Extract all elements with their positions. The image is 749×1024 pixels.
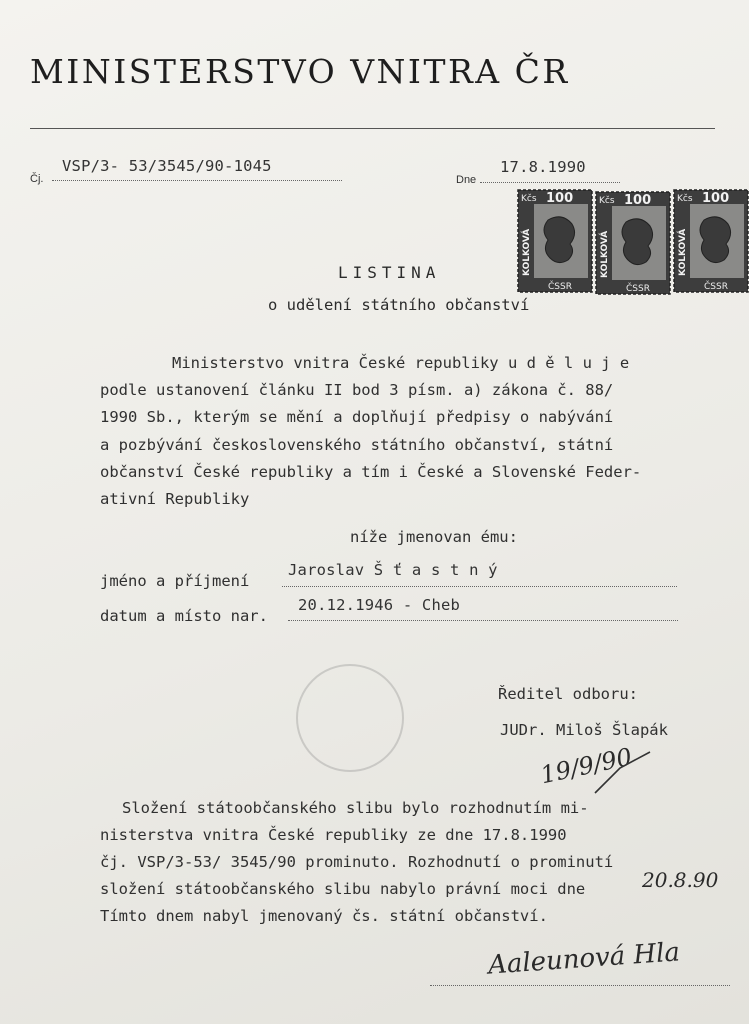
revenue-stamp [596,192,670,294]
ministry-title: MINISTERSTVO VNITRA ČR [30,52,570,91]
signature-stroke [590,748,660,798]
faded-round-stamp [296,664,404,772]
paragraph-line: 1990 Sb., kterým se mění a doplňují předpisy o nabývání [100,408,614,426]
stamp-currency: Kčs [677,194,693,204]
date-label: Dne [456,174,477,186]
stamp-country: ČSSR [548,282,572,292]
paragraph-line: Ministerstvo vnitra České republiky u d ě l u j e [172,354,630,372]
revenue-stamps [514,186,749,298]
signatory-name: JUDr. Miloš Šlapák [500,721,668,739]
date-dotted-line [480,182,620,183]
document-heading: LISTINA [338,263,441,282]
stamp-label: KOLKOVÁ [600,230,610,278]
stamp-country: ČSSR [626,284,650,294]
handwritten-initials: 19/9/90 [538,742,635,790]
handwritten-signature: Aaleunová Hla [487,937,681,981]
paragraph-line: a pozbývání československého státního občanství, státní [100,436,614,454]
stamp-value: 100 [546,191,574,206]
name-dotted-line [282,586,677,587]
stamp-label: KOLKOVÁ [522,228,532,276]
footer-line: Tímto dnem nabyl jmenovaný čs. státní občanství. [100,907,548,925]
paragraph-line: podle ustanovení článku II bod 3 písm. a) zákona č. 88/ [100,381,614,399]
revenue-stamps-graphic [514,186,749,298]
name-label: jméno a příjmení [100,572,250,590]
ref-value: VSP/3- 53/3545/90-1045 [62,157,272,175]
effective-date: 20.8.90 [642,868,719,892]
signatory-title: Ředitel odboru: [498,685,638,703]
ref-label: Čj. [30,173,44,185]
date-value: 17.8.1990 [500,158,586,176]
footer-line: nisterstva vnitra České republiky ze dne 17.8.1990 [100,826,567,844]
header-rule [30,128,715,129]
stamp-currency: Kčs [521,194,537,204]
document-subheading: o udělení státního občanství [268,296,530,314]
name-value: Jaroslav Š ť a s t n ý [288,561,498,579]
revenue-stamp [674,190,748,292]
revenue-stamp [518,190,592,292]
stamp-value: 100 [624,193,652,208]
birth-label: datum a místo nar. [100,607,268,625]
birth-value: 20.12.1946 - Cheb [298,596,461,614]
signature-dotted-line [430,985,730,986]
stamp-label: KOLKOVÁ [678,228,688,276]
paragraph-line: občanství České republiky a tím i České a Slovenské Feder- [100,463,642,481]
footer-line: Složení státoobčanského slibu bylo rozhodnutím mi- [122,799,589,817]
footer-line: čj. VSP/3-53/ 3545/90 prominuto. Rozhodnutí o prominutí [100,853,614,871]
footer-line: složení státoobčanského slibu nabylo právní moci dne [100,880,586,898]
stamp-currency: Kčs [599,196,615,206]
stamp-value: 100 [702,191,730,206]
stamp-country: ČSSR [704,282,728,292]
birth-dotted-line [288,620,678,621]
paragraph-line: ativní Republiky [100,490,250,508]
ref-dotted-line [52,180,342,181]
addressee-line: níže jmenovan ému: [350,528,518,546]
